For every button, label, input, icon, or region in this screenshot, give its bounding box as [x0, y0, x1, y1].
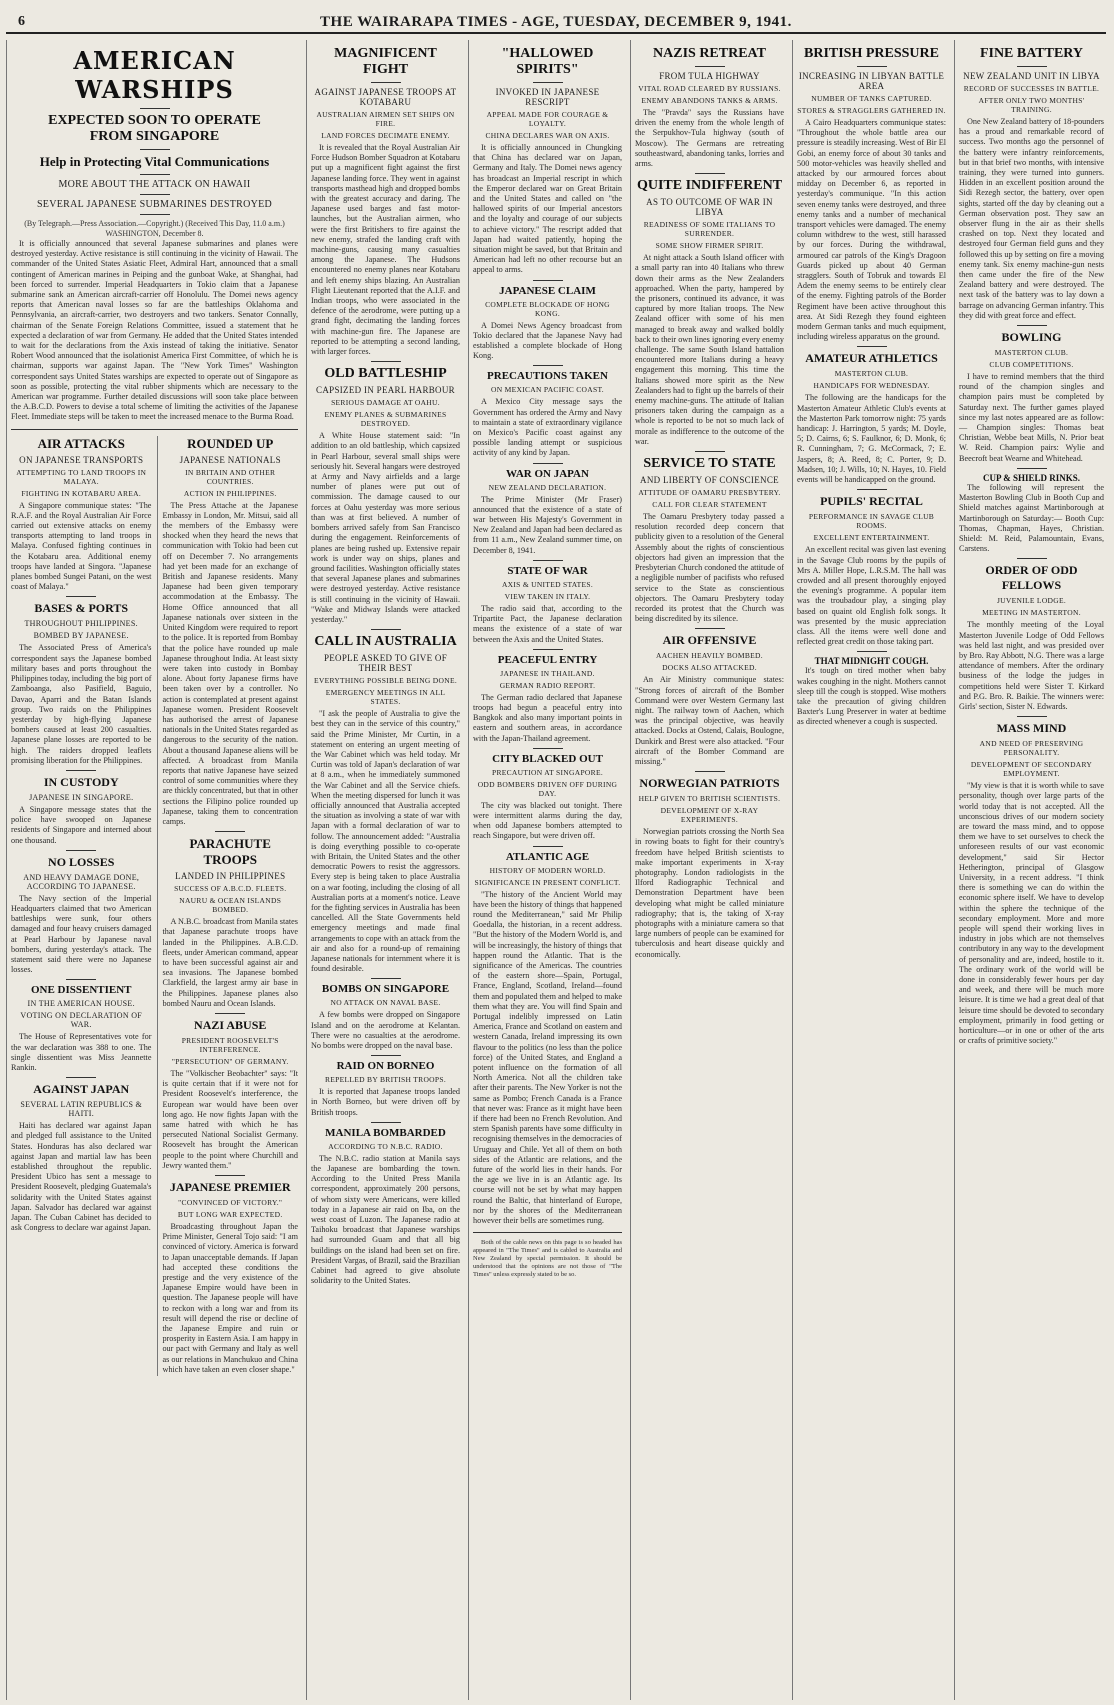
norwegian-sub-2: DEVELOPMENT OF X-RAY EXPERIMENTS. [660, 806, 759, 825]
call-australia-body: "I ask the people of Australia to give the best they can in the service of this country," said the Prime Minister, Mr Curtin, in a statement on entering an urgent meeting of the War Cabinet which was held today. Mr Curtin was told of Japan's declaration of war at 8 a.m., when he immediately summoned the War Cabinet and all the Service chiefs. When the meeting dispersed for lunch it was officially announced that Australia accepted the situation as involving a state of war with Japan with a formal declaration of war to follow. The announcement added: "Australia is doing everything possible to co-operate with Britain, the United States and the other democratic Powers to resist the aggressors. Every step is being taken to place Australia on a war footing, including the closing of all Australian ports at a moment's notice. Leave for the fighting services in Australia has been cancelled. All the State Governments held emergency meetings and made final arrangements to cope with an attack from the air and also for a round-up of remaining Japanese nationals for internment where it is found desirable. [311, 709, 460, 974]
losses-headline: NO LOSSES [48, 854, 115, 869]
column-5 [630, 40, 788, 1700]
peaceful-entry-sub-2: GERMAN RADIO REPORT. [499, 680, 596, 690]
cup-shield-body: The following will represent the Masterton Bowling Club in Booth Cup and Shield matches against Martinborough at Martinborough on Saturday:— Booth Cup: Thomas, Chapman, Hayes, Christian. Shield: M. Reid, Palamountain, Evans, Carstens. [959, 482, 1104, 554]
atlantic-age-sub-2: SIGNIFICANCE IN PRESENT CONFLICT. [474, 877, 621, 887]
parachute-sub: LANDED IN PHILIPPINES [175, 871, 286, 882]
manila-sub: ACCORDING TO N.B.C. RADIO. [328, 1141, 443, 1151]
recital-body: An excellent recital was given last evening in the Savage Club rooms by the pupils of Mrs A. Miller Hope, L.R.S.M. The hall was crowded and all present thoroughly enjoyed the evening's programme. A popular item was the troubadour play, a singing play based on quaint old English folk songs. It was presented by the music appreciation class. All the items were well done and reflected great credit on those taking part. [797, 545, 946, 647]
masthead [6, 10, 1106, 34]
air-offensive-sub-2: DOCKS ALSO ATTACKED. [662, 663, 757, 673]
old-battleship-body: A White House statement said: "In addition to an old battleship, which capsized in Pearl Harbour, several small ships were seriously hit. Several hangars were destroyed at Army and Navy airfields and a large number of planes were put out of commission. The damage caused to our forces at Oahu yesterday was more serious than was at first believed. A number of bombers arrived safely from San Francisco during the engagement. Reinforcements of planes are being rushed up. Extensive repair work is under way on ships, planes and ground facilities. Washington officially states that several Japanese planes and submarines were destroyed yesterday. Active resistance is still continuing in the vicinity of Hawaii. "Wake and Midway Islands were attacked yesterday." [311, 431, 460, 624]
page-number: 6 [18, 14, 25, 29]
british-pressure-headline: BRITISH PRESSURE [804, 46, 939, 61]
war-on-japan-sub: NEW ZEALAND DECLARATION. [488, 482, 607, 492]
air-attacks-body: A Singapore communique states: "The R.A.F. and the Royal Australian Air Force carried out extensive attacks on enemy transports attempting to land troops in Malaya. Confused fighting continues in the Kotabaru area. Additional enemy troops have landed at Singora. "Japanese planes bombed Sungei Patani, on the west coast of Malaya." [11, 500, 152, 592]
rounded-up-sub-2: IN BRITAIN AND OTHER COUNTRIES. [185, 467, 276, 486]
norwegian-headline: NORWEGIAN PATRIOTS [639, 776, 780, 791]
lead-dateline: (By Telegraph.—Press Association.—Copyright.) (Received This Day, 11.0 a.m.) WASHINGTON, December 8. [24, 219, 285, 238]
athletics-sub-2: HANDICAPS FOR WEDNESDAY. [813, 381, 930, 391]
magnificent-fight-headline: MAGNIFICENT FIGHT [334, 46, 437, 77]
athletics-body: The following are the handicaps for the Masterton Amateur Athletic Club's events at the Masterton Park tomorrow night: 75 yards handicap: J. Harrington, 5 yards; M. Doyle, 5; D. Cairns, 6; S. Faulknor, 6; D. Monk, 6; R. Cunningham, 7; G. McCormack, 7; E. Jaspers, 8; A. Reed, 8; C. Porter, 9; D. Madsen, 10; J. Wills, 10; N. Hayes, 10. Field events will be handicapped on the ground. [797, 393, 946, 485]
bowling-headline: BOWLING [1001, 330, 1062, 345]
cup-shield-headline: CUP & SHIELD RINKS. [982, 472, 1081, 483]
indifferent-sub-3: SOME SHOW FIRMER SPIRIT. [655, 241, 764, 251]
bases-sub: THROUGHOUT PHILIPPINES. [24, 619, 138, 629]
column-4 [468, 40, 626, 1700]
odd-fellows-sub-2: MEETING IN MASTERTON. [982, 608, 1081, 618]
bases-headline: BASES & PORTS [34, 601, 129, 616]
odd-fellows-body: The monthly meeting of the Loyal Masterton Juvenile Lodge of Odd Fellows was held last night, and was presided over by Bro. Ray Abbott, N.G. There was a large attendance of members. After the ordinary business of the lodge the judges in competitions held were Sister T. Kirkard and P.G. Bro. R. Baikie. The winners were: Girls' section, Sister N. Edwards. [959, 620, 1104, 711]
manila-headline: MANILA BOMBARDED [325, 1126, 446, 1139]
nazis-retreat-sub-2: VITAL ROAD CLEARED BY RUSSIANS. [638, 84, 781, 93]
odd-fellows-sub: JUVENILE LODGE. [996, 596, 1067, 606]
dissent-headline: ONE DISSENTIENT [30, 984, 132, 997]
call-australia-sub-3: EMERGENCY MEETINGS IN ALL STATES. [325, 688, 446, 707]
mass-mind-sub-2: DEVELOPMENT OF SECONDARY EMPLOYMENT. [970, 760, 1093, 779]
british-pressure-sub: INCREASING IN LIBYAN BATTLE AREA [798, 71, 945, 91]
state-of-war-sub-2: VIEW TAKEN IN ITALY. [504, 591, 591, 601]
old-battleship-sub: CAPSIZED IN PEARL HARBOUR [316, 385, 455, 396]
nazi-abuse-headline: NAZI ABUSE [194, 1017, 267, 1032]
blacked-out-headline: CITY BLACKED OUT [492, 752, 603, 765]
blacked-out-body: The city was blacked out tonight. There were intermittent alarms during the day, when odd Japanese bombers attempted to reach Singapore, but were driven off. [473, 800, 622, 841]
athletics-sub: MASTERTON CLUB. [834, 369, 909, 379]
air-attacks-sub: ON JAPANESE TRANSPORTS [19, 454, 144, 465]
custody-sub: JAPANESE IN SINGAPORE. [29, 792, 134, 802]
lead-headline: AMERICAN WARSHIPS [73, 46, 236, 104]
nazis-retreat-sub: FROM TULA HIGHWAY [659, 71, 760, 81]
air-attacks-sub-2: ATTEMPTING TO LAND TROOPS IN MALAYA. [16, 467, 147, 486]
parachute-sub-2: SUCCESS OF A.B.C.D. FLEETS. [174, 884, 287, 894]
parachute-body: A N.B.C. broadcast from Manila states that Japanese parachute troops have landed in the Philippines. A.B.C.D. fleets, under American command, appear to have been successful against air and sea invasions. The Japanese bombed Clarkfield, the largest army air base in the Philippines. Japanese planes also bombed Nauru and Ocean Islands. [162, 917, 298, 1008]
lead-deck-2: MORE ABOUT THE ATTACK ON HAWAII [58, 179, 251, 190]
hallowed-sub-3: CHINA DECLARES WAR ON AXIS. [485, 131, 610, 140]
old-battleship-sub-2: SERIOUS DAMAGE AT OAHU. [331, 398, 440, 408]
state-of-war-headline: STATE OF WAR [507, 564, 588, 577]
lead-deck: Help in Protecting Vital Communications [39, 154, 270, 169]
old-battleship-sub-3: ENEMY PLANES & SUBMARINES DESTROYED. [324, 410, 447, 429]
japanese-claim-sub: COMPLETE BLOCKADE OF HONG KONG. [485, 299, 610, 318]
indifferent-sub: AS TO OUTCOME OF WAR IN LIBYA [646, 197, 773, 218]
bases-sub-2: BOMBED BY JAPANESE. [33, 631, 129, 641]
nazis-retreat-headline: NAZIS RETREAT [653, 46, 766, 61]
indifferent-body: At night attack a South Island officer with a small party ran into 40 Italians who threw down their arms as the New Zealanders approached. When the party, hampered by the prisoners, continued its advance, it was captured by more Italian troops. The New Zealand officer with some of his men managed to break away and walked boldly back to their own lines ignoring every enemy challenge. The same South Island battalion encountered more Italians during a heavy engagement this morning. This time the Italians showed more spirit as the New Zealanders had to fight up the barrels of their enemy machine-guns. The attitude of Italian prisoners taken during the campaign as a whole is reported to be not so much lack of morale as indifference to the outcome of the war. [635, 253, 784, 446]
column-6 [792, 40, 950, 1700]
custody-body: A Singapore message states that the police have swooped on Japanese residents of Singapore and interned about one thousand. [11, 804, 152, 845]
raid-borneo-headline: RAID ON BORNEO [336, 1060, 435, 1073]
premier-headline: JAPANESE PREMIER [169, 1180, 291, 1195]
hallowed-sub: INVOKED IN JAPANESE RESCRIPT [495, 87, 600, 107]
call-australia-sub-2: EVERYTHING POSSIBLE BEING DONE. [313, 676, 458, 686]
lead-subcolumn-right [157, 436, 298, 1376]
recital-sub-2: EXCELLENT ENTERTAINMENT. [813, 533, 930, 543]
magnificent-fight-sub-3: LAND FORCES DECIMATE ENEMY. [321, 131, 450, 140]
losses-sub: AND HEAVY DAMAGE DONE, ACCORDING TO JAPANESE. [23, 872, 140, 891]
column-7 [954, 40, 1108, 1700]
precautions-headline: PRECAUTIONS TAKEN [487, 370, 608, 383]
lead-deck-3: SEVERAL JAPANESE SUBMARINES DESTROYED [36, 199, 273, 210]
dissent-body: The House of Representatives vote for the war declaration was 388 to one. The single dissentient was Miss Jeannette Rankin. [11, 1032, 152, 1072]
call-australia-headline: CALL IN AUSTRALIA [314, 634, 457, 650]
british-pressure-body: A Cairo Headquarters communique states: "Throughout the whole battle area our pressure is steadily increasing. West of Bir El Gobi, an enemy force of about 30 tanks and 500 motor-vehicles was heavily shelled and attacked by our armoured forces about midday on December 6, as reported in yesterday's communique. "In this action seven enemy tanks were destroyed, and three enemy tanks and a number of mechanical transport vehicles were damaged. The enemy column withdrew to the west, still harassed by our forces. During the withdrawal, armoured car patrols of the King's Dragoon Guards picked up about 40 German stragglers. South of Tobruk and towards El Adem the enemy seems to be entirely clear of the enemy. Fighting patrols of the Border Regiment have been active throughout this area. At Sidi Rezegh they found eighteen modern German tanks and much equipment, including wireless apparatus on the ground. [797, 118, 946, 342]
japanese-claim-headline: JAPANESE CLAIM [499, 284, 596, 297]
rounded-up-sub-3: ACTION IN PHILIPPINES. [183, 488, 277, 498]
manila-body: The N.B.C. radio station at Manila says the Japanese are bombarding the town. According to the United Press Manila correspondent, approximately 200 persons, of whom sixty were Americans, were killed today in a Japanese air raid on Iba, on the west coast of Luzon. The Japanese radio at Taihoku broadcast that Japanese warships had surrounded Guam and that all big buildings on the island had been set on fire. President Vargas, of Brazil, said the Brazilian Cabinet had agreed to give absolute solidarity to the United States. [311, 1153, 460, 1286]
mass-mind-sub: AND NEED OF PRESERVING PERSONALITY. [979, 739, 1084, 758]
hallowed-headline: "HALLOWED SPIRITS" [501, 46, 594, 77]
custody-headline: IN CUSTODY [43, 774, 119, 789]
peaceful-entry-headline: PEACEFUL ENTRY [497, 653, 598, 666]
premier-sub-2: BUT LONG WAR EXPECTED. [177, 1210, 283, 1220]
air-offensive-headline: AIR OFFENSIVE [662, 633, 757, 648]
lead-subhead: EXPECTED SOON TO OPERATE FROM SINGAPORE [48, 113, 261, 144]
hallowed-body: It is officially announced in Chungking that China has declared war on Japan, Germany and Italy. The Domei news agency has broadcast an Imperial rescript in which the Emperor declared war on Great Britain and the United States and called on "the hallowed spirits of our Imperial ancestors and the loyalty and courage of our subjects to achieve victory." The rescript added that Japan had waited patiently, hoping the situation might be saved, but that Britain and American had left no other recourse but an appeal to arms. [473, 143, 622, 275]
service-state-sub-3: CALL FOR CLEAR STATEMENT [652, 500, 767, 510]
bases-body: The Associated Press of America's correspondent says the Japanese bombed military bases and ports throughout the Philippines today, including the big port of Zamboanga, also Pasifield, Baguio, Davao, Aparri and the Batan Islands group. Two raids on the Philippines yesterday by high-flying Japanese bombers caused at least 200 casualties. Japanese plane losses are reported to be high. The raiders dropped leaflets promising liberation for the Philippines. [11, 643, 152, 765]
air-attacks-headline: AIR ATTACKS [37, 435, 125, 451]
air-offensive-body: An Air Ministry communique states: "Strong forces of aircraft of the Bomber Command were over Western Germany last night. The railway town of Aachen, which was the principal objective, was heavily attacked. Docks at Ostend, Calais, Boulogne, Dunkirk and Brest were also attacked. "Four aircraft of the Bomber Command are missing." [635, 675, 784, 766]
parachute-headline: PARACHUTE TROOPS [189, 836, 271, 868]
atlantic-age-headline: ATLANTIC AGE [505, 850, 590, 863]
air-offensive-sub: AACHEN HEAVILY BOMBED. [656, 651, 763, 661]
mass-mind-body: "My view is that it is worth while to save personality, though over large parts of the world today that is not accepted. All the unconscious drives of our modern society are toward the mass mind, and to oppose them we have to set ourselves to check the unforeseen results of our vast economic development," said Sir Hector Hetherington, principal of Glasgow University, in a recent address. "I think there is something we can do within the economic sphere itself. We have to develop within the sphere the technique of the secondary employment. More and more people will spend their working lives in industry in jobs which are not themselves contributory in any way to the development of personality and are, indeed, hostile to it. The ordinary work of the world will be done in considerably fewer hours per day and week, and there will be much more leisure. It is time we had a great deal of that leisure time should be devoted to secondary employment, primarily in food getting or horticulture—or in one or other of the arts or crafts of primitive society." [959, 781, 1104, 1046]
service-state-sub: AND LIBERTY OF CONSCIENCE [640, 475, 779, 486]
bowling-sub-2: CLUB COMPETITIONS. [989, 360, 1074, 370]
air-attacks-sub-3: FIGHTING IN KOTABARU AREA. [21, 488, 142, 498]
hallowed-sub-2: APPEAL MADE FOR COURAGE & LOYALTY. [486, 110, 609, 128]
fine-battery-sub: NEW ZEALAND UNIT IN LIBYA [963, 71, 1100, 81]
losses-body: The Navy section of the Imperial Headquarters claimed that two American battleships were sunk, four others damaged and four heavy cruisers damaged at Pearl Harbour by Japanese naval bombers, during yesterday's attack. The statement said there were no Japanese losses. [11, 893, 152, 975]
cough-headline: THAT MIDNIGHT COUGH. [814, 656, 929, 667]
indifferent-sub-2: READINESS OF SOME ITALIANS TO SURRENDER. [643, 220, 776, 239]
bowling-body: I have to remind members that the third round of the champion singles and champion pairs must be completed by Saturday next. The further games played since my last notes appeared are as follow:— Champion singles: Thomas beat Christian, Webbe beat Mills, N. Prior beat W. Reid. Champion pairs: Wylie and Beecroft beat Wearne and Whitehead. [959, 372, 1104, 463]
precautions-body: A Mexico City message says the Government has ordered the Army and Navy to maintain a state of extraordinary vigilance on Mexico's Pacific coast against any possible landing attempt or suspicious activity of any kind by Japan. [473, 397, 622, 458]
bombs-singapore-sub: NO ATTACK ON NAVAL BASE. [330, 998, 441, 1008]
magnificent-fight-sub: AGAINST JAPANESE TROOPS AT KOTABARU [314, 87, 457, 107]
indifferent-headline: QUITE INDIFFERENT [636, 178, 783, 194]
fine-battery-headline: FINE BATTERY [979, 46, 1084, 61]
mass-mind-headline: MASS MIND [996, 721, 1067, 736]
nazi-abuse-sub: PRESIDENT ROOSEVELT'S INTERFERENCE. [181, 1035, 279, 1054]
premier-body: Broadcasting throughout Japan the Prime Minister, General Tojo said: "I am convinced of victory. America is forward to Japan unacceptable demands. If Japan had accepted these conditions the prestige and the very existence of the Japanese Empire would have been in question. The Japanese people will have to reckon with a long war and from its result will depend the rise or decline of the Japanese Empire and ruin or prosperity in Eastern Asia. I am happy in our pact with Germany and Italy as well as our relations in Manchukuo and China which have taken an even closer shape." [162, 1222, 298, 1374]
peaceful-entry-sub: JAPANESE IN THAILAND. [500, 668, 595, 678]
norwegian-body: Norwegian patriots crossing the North Sea in rowing boats to fight for their country's freedom have helped British scientists to make important experiments in X-ray photography. London radiologists in the Ilford Radiographic Technical and Demonstration Department have been developing what might be called miniature radiography; that is, the taking of X-ray photographs with a miniature camera so that large numbers of people can be examined for tuberculosis and heart disease quickly and economically. [635, 827, 784, 959]
service-state-body: The Oamaru Presbytery today passed a resolution recorded deep concern that publicity given to a resolution of the General Assembly about the rights of conscientious objectors had given an impression that the Presbyterian Church condoned the attitude of a negligible number of pacifists who refused service to the State as conscientious objectors. The Oamaru Presbytery today recorded its protest that the Church was being discredited by its silence. [635, 512, 784, 624]
nazis-retreat-body: The "Pravda" says the Russians have driven the enemy from the whole length of the Serpukhov-Tula highway (south of Moscow). The Germans are retreating southeastward, abandoning tanks, lorries and arms. [635, 108, 784, 169]
state-of-war-sub: AXIS & UNITED STATES. [501, 579, 594, 589]
fine-battery-sub-3: AFTER ONLY TWO MONTHS' TRAINING. [978, 96, 1085, 114]
lead-subcolumn-left [11, 436, 151, 1376]
raid-borneo-body: It is reported that Japanese troops landed in North Borneo, but were driven off by British troops. [311, 1087, 460, 1117]
raid-borneo-sub: REPELLED BY BRITISH TROOPS. [324, 1075, 447, 1085]
column-3 [306, 40, 464, 1700]
against-japan-headline: AGAINST JAPAN [33, 1082, 130, 1097]
rounded-up-headline: ROUNDED UP [187, 435, 274, 451]
premier-sub: "CONVINCED OF VICTORY." [178, 1198, 283, 1208]
fine-battery-body: One New Zealand battery of 18-pounders has a proud and remarkable record of success. Two months ago the personnel of the battery were infantry reinforcements, but in that brief two months, with intensive training, they were turned into gunners. Hidden in an excellent position around the Sidi Rezegh sector, the battery, over open sights, started off the day by cleaning out a German observation post. They saw an observer flung in the air as their shells crashed on top. Next they located and destroyed four German field guns and they followed this up by setting on fire a moving enemy tank. Six enemy machine-gun nests then came under the fire of the New Zealand battery and were destroyed. The next task of the battery was to lay down a barrage on advancing German infantry. This they did with great force and effect. [959, 117, 1104, 320]
blacked-out-sub-2: ODD BOMBERS DRIVEN OFF DURING DAY. [477, 779, 618, 798]
recital-sub: PERFORMANCE IN SAVAGE CLUB ROOMS. [808, 512, 935, 531]
atlantic-age-sub: HISTORY OF MODERN WORLD. [489, 865, 606, 875]
magnificent-fight-sub-2: AUSTRALIAN AIRMEN SET SHIPS ON FIRE. [316, 110, 455, 128]
recital-headline: PUPILS' RECITAL [820, 494, 923, 509]
service-state-headline: SERVICE TO STATE [643, 456, 776, 472]
blacked-out-sub: PRECAUTION AT SINGAPORE. [491, 767, 604, 777]
precautions-sub: ON MEXICAN PACIFIC COAST. [491, 385, 604, 395]
fine-battery-sub-2: RECORD OF SUCCESSES IN BATTLE. [963, 84, 1100, 93]
athletics-headline: AMATEUR ATHLETICS [805, 351, 938, 366]
service-state-sub-2: ATTITUDE OF OAMARU PRESBYTERY. [638, 488, 781, 498]
against-japan-sub: SEVERAL LATIN REPUBLICS & HAITI. [20, 1100, 143, 1119]
japanese-claim-body: A Domei News Agency broadcast from Tokio declared that the Japanese Navy had established a complete blockade of Hong Kong. [473, 320, 622, 361]
peaceful-entry-body: The German radio declared that Japanese troops had begun a peaceful entry into Bangkok and also many important points in eastern and southern areas, in accordance with the Japan-Thailand agreement. [473, 692, 622, 743]
bombs-singapore-body: A few bombs were dropped on Singapore Island and on the aerodrome at Kelantan. There were no casualties at the aerodrome. No bombs were dropped on the naval base. [311, 1010, 460, 1051]
odd-fellows-headline: ORDER OF ODD FELLOWS [985, 563, 1078, 593]
dissent-sub: IN THE AMERICAN HOUSE. [27, 999, 135, 1009]
nazis-retreat-sub-3: ENEMY ABANDONS TANKS & ARMS. [641, 96, 778, 105]
nazi-abuse-sub-2: "PERSECUTION" OF GERMANY. [171, 1056, 289, 1066]
call-australia-sub: PEOPLE ASKED TO GIVE OF THEIR BEST [323, 653, 448, 674]
atlantic-age-body: "The history of the Ancient World may have been the history of things that happened round the Mediterranean," said Mr Philip Goedalla, the historian, in a recent address. "But the history of the Modern World is, and will be increasingly, the history of things that happen round the Atlantic. That is the significance of the Americas. The countries of the eastern shore—Spain, Portugal, France, England, Scotland, Ireland—found them and populated them and helped to make them what they are. You will find Spain and Portugal indelibly impressed on Latin America, France and Scotland on eastern and western Canada, Ireland impressing its own flavour to the politics (no less than the police force) of the United States, and England a potent influence on the formation of all North America. Not all the children take after their parents. The New Yorker is not the same as Pombo; French Canada is a France that never was: France as it might have been if there had been no French Revolution. And stern Spanish parents have some difficulty in recognising themselves in the democracies of Uruguay and Chile. Yet all of them on both sides of the Atlantic are relations, and the future of the world lies in their hands. For the age we live in is an Atlantic age. Its course will not be set by what may happen round the Baltic, that hinterland of Europe, nor by the shores of the Mediterranean however their bells are sometimes rung. [473, 889, 622, 1226]
norwegian-sub: HELP GIVEN TO BRITISH SCIENTISTS. [638, 794, 781, 804]
parachute-sub-3: NAURU & OCEAN ISLANDS BOMBED. [179, 896, 282, 915]
war-on-japan-headline: WAR ON JAPAN [506, 467, 589, 480]
british-pressure-sub-2: NUMBER OF TANKS CAPTURED. [811, 94, 932, 103]
magnificent-fight-body: It is revealed that the Royal Australian Air Force Hudson Bomber Squadron at Kotabaru put up a magnificent fight against the first Japanese landing force. They went in against transports masthead high and dropped bombs with the greatest accuracy and daring. The Japanese used barges and fast motor-launches, but the Australian airmen, who were the first Britishers to fire against the new enemy, strafed the landing craft with machine-guns, causing many casualties among the Japanese. The Hudsons encountered no enemy planes near Kotabaru and left enemy ships blazing. An Australian Flight Lieutenant reported that the A.I.F. and Indian troops, who were associated in the defence of the aerodrome, were putting up a grand fight, decimating the landing forces with machine-gun fire. The Japanese are reported to be attempting a second landing, with larger forces. [311, 143, 460, 357]
cough-body: It's tough on tired mother when baby wakes coughing in the night. Mothers cannot sleep till the cough is stopped. Wise mothers take the precaution of giving children Baxter's Lung Preserver in water at bedtime as directed whenever a cough is suspected. [797, 666, 946, 727]
old-battleship-headline: OLD BATTLESHIP [324, 366, 447, 382]
british-pressure-sub-3: STORES & STRAGGLERS GATHERED IN. [797, 106, 946, 115]
bowling-sub: MASTERTON CLUB. [994, 348, 1069, 358]
column-lead [6, 40, 302, 1700]
nazi-abuse-body: The "Volkischer Beobachter" says: "It is quite certain that if it were not for President Roosevelt's interference, the European war would have been over long ago. He now fights Japan with the same hatred with which he has persecuted National Socialist Germany. Roosevelt has brought the American people to the point where Churchill and Jewry wanted them." [162, 1068, 298, 1170]
war-on-japan-body: The Prime Minister (Mr Fraser) announced that the existence of a state of war between His Majesty's Government in New Zealand and Japan had been declared as from 11 a.m., New Zealand summer time, on December 8, 1941. [473, 494, 622, 555]
state-of-war-body: The radio said that, according to the Tripartite Pact, the Japanese declaration means the existence of a state of war between the Axis and the United States. [473, 603, 622, 644]
newspaper-title: THE WAIRARAPA TIMES - AGE, TUESDAY, DECEMBER 9, 1941. [320, 14, 792, 30]
dissent-sub-2: VOTING ON DECLARATION OF WAR. [20, 1011, 143, 1030]
against-japan-body: Haiti has declared war against Japan and pledged full assistance to the United States. Honduras has also declared war against Japan and martial law has been established throughout the republic. President Ubico has sent a message to President Roosevelt, pledging Guatemala's solidarity with the United States against Japan. Salvador has declared war against Japan. The Cuban Cabinet has decided to ask Congress to declare war against Japan. [11, 1121, 152, 1233]
lead-body: It is officially announced that several Japanese submarines and planes were destroyed yesterday. Active resistance is still continuing in the vicinity of Hawaii. The commander of the United States Asiatic Fleet, Admiral Hart, announced that a small contingent of American marines in Peiping and the gunboat Wake, at Shanghai, had been forced to surrender. Imperial Headquarters in Tokio claim that a Japanese submarine sank an American aircraft-carrier off Honolulu. The Domei news agency reports that American naval losses so far are the battleships Oklahoma and Pennsylvania, an aircraft-carrier, two destroyers and two tankers. Senator Connally, chairman of the Senate Foreign Relations Committee, issued a statement that he expected a declaration of war from Germany. He added that the United States intended to wait for the declarations from the Axis instead of taking the initiative. Senator Robert Wood announced that the isolationist America First Committee, of which he is chairman, supports war against Japan. The "New York Times" Washington correspondent says United States warships are expected to operate out of Singapore as soon as possible, protecting the vital rubber shipments which are necessary to the American war programme. Further detailed discussions will soon take place between the A.B.C.D. Powers to devise a total scheme of limiting the activities of the Japanese Fleet. Immediate steps will be taken to meet the increased menace to the Burma Road. [11, 239, 298, 422]
rounded-up-body: The Press Attache at the Japanese Embassy in London, Mr. Mitsui, said all the members of the Embassy were shocked when they heard the news that communication with Tokio had been cut off on December 7. No arrangements had yet been made for an exchange of British and Japanese residents. Many Japanese had been given temporary accommodation at the Embassy. The Home Office announced that all Japanese nationals over sixteen in the United Kingdom were required to report to the police. It is reported from Bombay that the police have rounded up male Japanese throughout India. At least sixty were taken into custody in Bombay alone. About forty Japanese firms have been taken over by a controller. No action is contemplated at present against Japanese women. President Roosevelt has authorised the arrest of Japanese nationals in the United States regarded as dangerous to the security of the nation. About a thousand Japanese aliens will be affected. A broadcast from Manila reports that native Japanese have seized control of some communities where they are thickly concentrated, but that in other sections the Filipino police rounded up Japanese, taking them to concentration camps. [162, 500, 298, 826]
rounded-up-sub: JAPANESE NATIONALS [179, 454, 281, 465]
cable-notice: Both of the cable news on this page is so headed has appeared in "The Times" and is cabled to Australia and New Zealand by special permission. It should be understood that the opinions are not those of "The Times" unless expressly stated to be so. [473, 1239, 622, 1279]
bombs-singapore-headline: BOMBS ON SINGAPORE [321, 983, 450, 996]
